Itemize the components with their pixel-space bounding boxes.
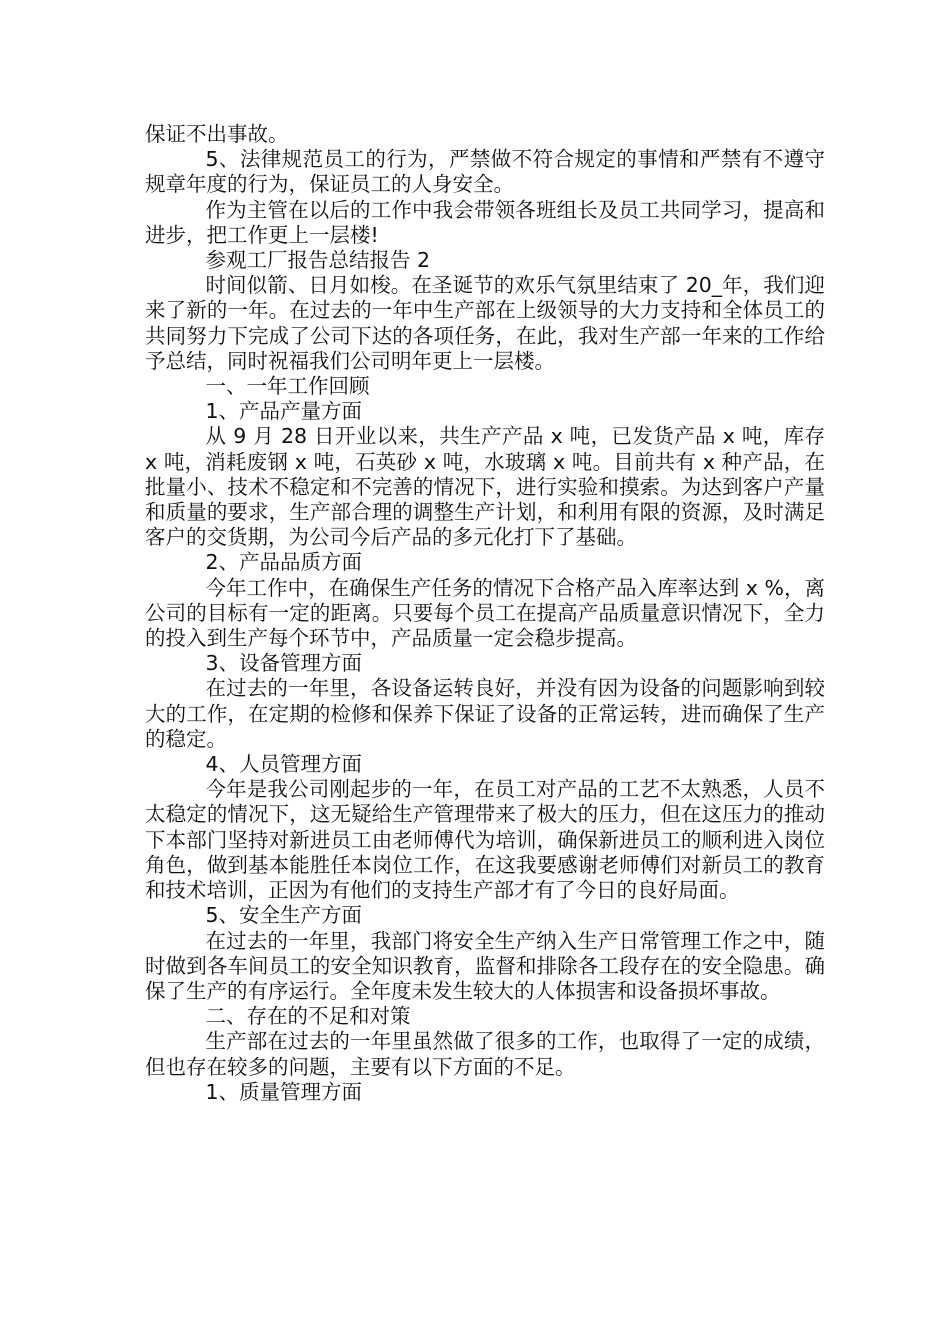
subsection-heading: 2、产品品质方面 (205, 550, 363, 575)
section-heading: 二、存在的不足和对策 (205, 1004, 411, 1029)
paragraph: 作为主管在以后的工作中我会带领各班组长及员工共同学习，提高和进步，把工作更上一层楼! (145, 197, 825, 247)
paragraph: 在过去的一年里，各设备运转良好，并没有因为设备的问题影响到较大的工作，在定期的检修和保养下保证了设备的正常运转，进而确保了生产的稳定。 (145, 676, 825, 751)
paragraph: 今年工作中，在确保生产任务的情况下合格产品入库率达到 x %，离公司的目标有一定的距离。只要每个员工在提高产品质量意识情况下，全力的投入到生产每个环节中，产品质量一定会稳步提高。 (145, 575, 825, 651)
subsection-heading: 5、安全生产方面 (205, 903, 363, 928)
section-heading: 一、一年工作回顾 (205, 374, 370, 399)
subsection-heading: 1、质量管理方面 (205, 1079, 363, 1104)
subsection-heading: 1、产品产量方面 (205, 399, 363, 424)
document-body (145, 122, 825, 1105)
subsection-heading: 3、设备管理方面 (205, 651, 363, 676)
paragraph: 在过去的一年里，我部门将安全生产纳入生产日常管理工作之中，随时做到各车间员工的安全知识教育，监督和排除各工段存在的安全隐患。确保了生产的有序运行。全年度未发生较大的人体损害和设备损坏事故。 (145, 928, 825, 1003)
paragraph: 今年是我公司刚起步的一年，在员工对产品的工艺不太熟悉，人员不太稳定的情况下，这无疑给生产管理带来了极大的压力，但在这压力的推动下本部门坚持对新进员工由老师傅代为培训，确保新进员工的顺利进入岗位角色，做到基本能胜任本岗位工作，在这我要感谢老师傅们对新员工的教育和技术培训，正因为有他们的支持生产部才有了今日的良好局面。 (145, 777, 825, 903)
paragraph: 5、法律规范员工的行为，严禁做不符合规定的事情和严禁有不遵守规章年度的行为，保证员工的人身安全。 (145, 147, 825, 197)
paragraph: 生产部在过去的一年里虽然做了很多的工作，也取得了一定的成绩，但也存在较多的问题，主要有以下方面的不足。 (145, 1029, 825, 1079)
paragraph: 时间似箭、日月如梭。在圣诞节的欢乐气氛里结束了 20_年，我们迎来了新的一年。在过去的一年中生产部在上级领导的大力支持和全体员工的共同努力下完成了公司下达的各项任务，在此，我对生产部一年来的工作给予总结，同时祝福我们公司明年更上一层楼。 (145, 273, 825, 373)
subsection-heading: 4、人员管理方面 (205, 752, 363, 777)
paragraph: 从 9 月 28 日开业以来，共生产产品 x 吨，已发货产品 x 吨，库存 x 吨，消耗废钢 x 吨，石英砂 x 吨，水玻璃 x 吨。目前共有 x 种产品，在批量小、技术不稳定和不完善的情况下，进行实验和摸索。为达到客户产量和质量的要求，生产部合理的调整生产计划，和利用有限的资源，及时满足客户的交货期，为公司今后产品的多元化打下了基础。 (145, 424, 825, 550)
paragraph: 保证不出事故。 (145, 122, 289, 146)
report-heading: 参观工厂报告总结报告 2 (205, 248, 431, 273)
